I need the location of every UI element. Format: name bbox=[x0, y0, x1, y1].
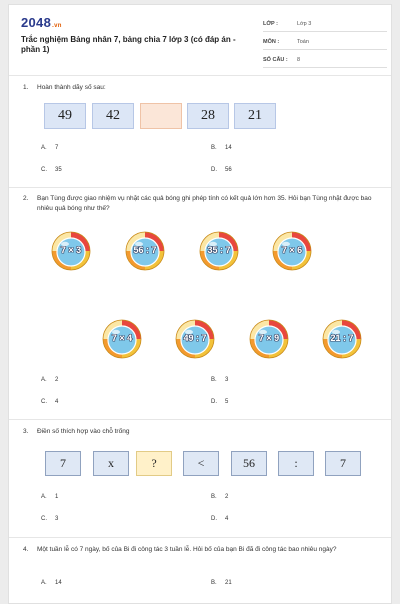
option-letter: A. bbox=[41, 377, 47, 383]
meta-value: 8 bbox=[297, 57, 301, 63]
expression-cell: 56 bbox=[231, 451, 267, 476]
option-c[interactable] bbox=[41, 516, 58, 522]
ball-expression: 21 : 7 bbox=[330, 333, 354, 343]
option-d[interactable] bbox=[211, 399, 228, 405]
quiz-title: Trắc nghiệm Bảng nhân 7, bảng chia 7 lớp 3 (có đáp án - phần 1) bbox=[21, 35, 236, 54]
meta-label: MÔN : bbox=[263, 39, 280, 45]
option-letter: C. bbox=[41, 167, 47, 173]
ball-expression: 49 : 7 bbox=[183, 333, 207, 343]
question-divider bbox=[9, 419, 391, 420]
ball-expression: 56 : 7 bbox=[133, 245, 157, 255]
ball-expression: 7 × 6 bbox=[281, 245, 303, 255]
ball-item[interactable] bbox=[125, 231, 165, 271]
sequence-blank-cell[interactable] bbox=[140, 103, 182, 129]
option-a[interactable] bbox=[41, 145, 58, 151]
option-a[interactable] bbox=[41, 377, 58, 383]
option-letter: B. bbox=[211, 580, 217, 586]
ball-item[interactable] bbox=[199, 231, 239, 271]
option-value: 4 bbox=[225, 516, 229, 522]
meta-value: Toán bbox=[297, 39, 309, 45]
ball-item[interactable] bbox=[102, 319, 142, 359]
option-c[interactable] bbox=[41, 167, 62, 173]
option-b[interactable] bbox=[211, 145, 232, 151]
expression-blank-cell[interactable]: ? bbox=[136, 451, 172, 476]
sequence-cell: 49 bbox=[44, 103, 86, 129]
question-number: 1. bbox=[23, 84, 29, 91]
option-value: 2 bbox=[55, 377, 59, 383]
sequence-cell: 28 bbox=[187, 103, 229, 129]
option-value: 3 bbox=[225, 377, 229, 383]
option-c[interactable] bbox=[41, 399, 58, 405]
option-letter: A. bbox=[41, 580, 47, 586]
ball-item[interactable] bbox=[322, 319, 362, 359]
meta-subject bbox=[263, 35, 387, 50]
header-divider bbox=[9, 75, 391, 76]
option-letter: C. bbox=[41, 516, 47, 522]
option-value: 2 bbox=[225, 494, 229, 500]
option-d[interactable] bbox=[211, 516, 228, 522]
option-a[interactable] bbox=[41, 580, 62, 586]
option-d[interactable] bbox=[211, 167, 232, 173]
ball-item[interactable] bbox=[51, 231, 91, 271]
option-letter: B. bbox=[211, 377, 217, 383]
option-value: 14 bbox=[55, 580, 62, 586]
expression-cell: 7 bbox=[45, 451, 81, 476]
meta-question-count bbox=[263, 53, 387, 68]
expression-cell: : bbox=[278, 451, 314, 476]
logo-suffix: .vn bbox=[52, 23, 62, 29]
option-b[interactable] bbox=[211, 494, 228, 500]
quiz-meta bbox=[263, 17, 387, 71]
question-number: 3. bbox=[23, 428, 29, 435]
question-divider bbox=[9, 187, 391, 188]
ball-expression: 7 × 9 bbox=[258, 333, 280, 343]
sequence-cell: 21 bbox=[234, 103, 276, 129]
option-letter: B. bbox=[211, 145, 217, 151]
option-letter: A. bbox=[41, 145, 47, 151]
option-value: 14 bbox=[225, 145, 232, 151]
option-b[interactable] bbox=[211, 377, 228, 383]
option-value: 5 bbox=[225, 399, 229, 405]
meta-label: SỐ CÂU : bbox=[263, 57, 288, 63]
ball-expression: 7 × 4 bbox=[111, 333, 133, 343]
option-letter: D. bbox=[211, 167, 217, 173]
expression-cell: x bbox=[93, 451, 129, 476]
ball-item[interactable] bbox=[175, 319, 215, 359]
question-text: Bạn Tùng được giao nhiệm vụ nhặt các quả bóng ghi phép tính có kết quả lớn hơn 35. Hỏi bạn Tùng nhặt được bao nhiêu quả bóng như thế? bbox=[37, 195, 372, 212]
option-letter: A. bbox=[41, 494, 47, 500]
meta-label: LỚP : bbox=[263, 21, 278, 27]
question-text: Một tuần lễ có 7 ngày, bố của Bi đi công tác 3 tuần lễ. Hỏi bố của bạn Bi đã đi công tác bao nhiêu ngày? bbox=[37, 546, 337, 553]
option-value: 21 bbox=[225, 580, 232, 586]
option-letter: D. bbox=[211, 516, 217, 522]
ball-expression: 7 × 3 bbox=[60, 245, 82, 255]
option-value: 1 bbox=[55, 494, 59, 500]
site-logo[interactable] bbox=[21, 15, 62, 30]
option-letter: D. bbox=[211, 399, 217, 405]
option-value: 4 bbox=[55, 399, 59, 405]
expression-cell: 7 bbox=[325, 451, 361, 476]
logo-text: 2048 bbox=[21, 15, 52, 30]
option-value: 35 bbox=[55, 167, 62, 173]
meta-value: Lớp 3 bbox=[297, 21, 312, 27]
question-number: 4. bbox=[23, 546, 29, 553]
meta-grade bbox=[263, 17, 387, 32]
question-text: Điền số thích hợp vào chỗ trống bbox=[37, 428, 130, 435]
option-letter: C. bbox=[41, 399, 47, 405]
option-value: 7 bbox=[55, 145, 59, 151]
expression-cell: < bbox=[183, 451, 219, 476]
sequence-cell: 42 bbox=[92, 103, 134, 129]
option-letter: B. bbox=[211, 494, 217, 500]
ball-expression: 35 : 7 bbox=[207, 245, 231, 255]
option-b[interactable] bbox=[211, 580, 232, 586]
question-number: 2. bbox=[23, 195, 29, 202]
question-divider bbox=[9, 537, 391, 538]
question-text: Hoàn thành dãy số sau: bbox=[37, 84, 106, 91]
option-value: 56 bbox=[225, 167, 232, 173]
option-a[interactable] bbox=[41, 494, 58, 500]
ball-item[interactable] bbox=[249, 319, 289, 359]
ball-item[interactable] bbox=[272, 231, 312, 271]
quiz-header bbox=[21, 15, 381, 73]
quiz-page bbox=[8, 4, 392, 604]
option-value: 3 bbox=[55, 516, 59, 522]
